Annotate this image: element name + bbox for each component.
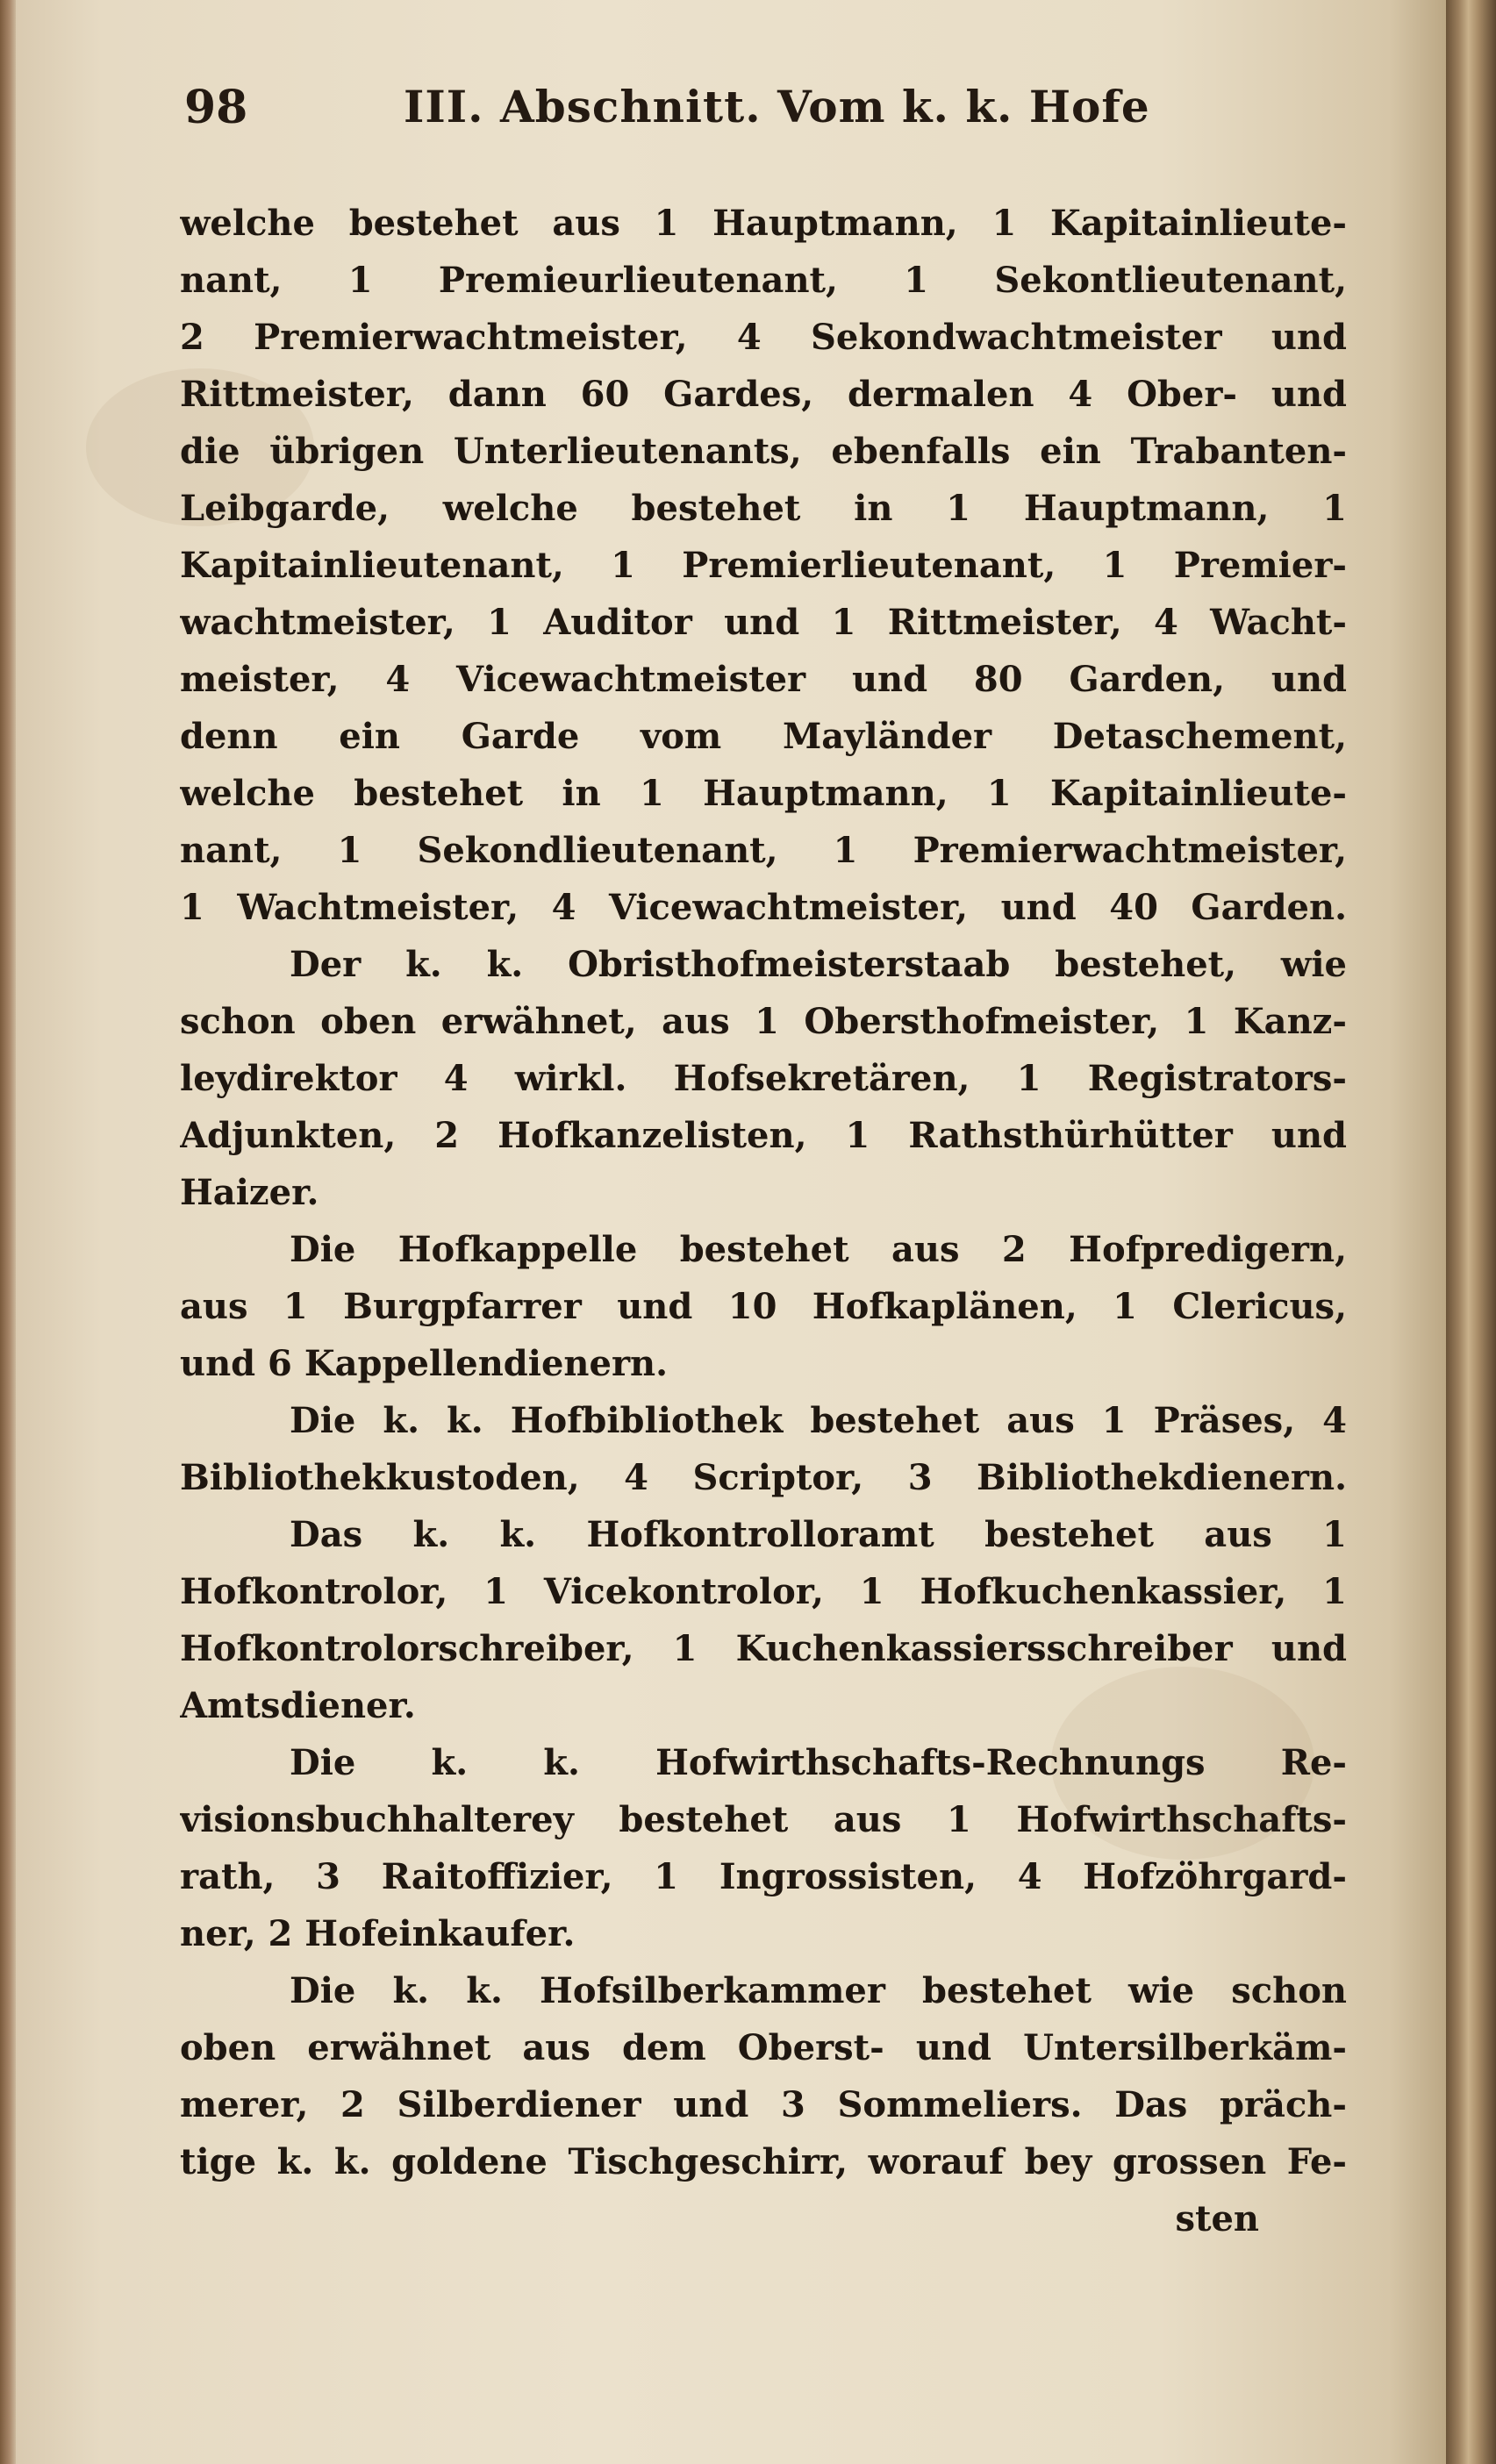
body-text <box>180 195 1347 2247</box>
text-line: Die k. k. Hofwirthschafts-Rechnungs Re- <box>290 1742 1347 1783</box>
text-line: ner, 2 Hofeinkaufer. <box>180 1913 576 1954</box>
text-line: visionsbuchhalterey bestehet aus 1 Hofwirthschafts- <box>180 1799 1347 1840</box>
text-line: 1 Wachtmeister, 4 Vicewachtmeister, und 40 Garden. <box>180 887 1347 928</box>
catchword: sten <box>1175 2198 1259 2239</box>
text-line: Das k. k. Hofkontrolloramt bestehet aus 1 <box>290 1514 1347 1555</box>
text-line: Die k. k. Hofsilberkammer bestehet wie schon <box>290 1970 1347 2011</box>
page-number: 98 <box>184 81 248 134</box>
text-line: Die Hofkappelle bestehet aus 2 Hofpredigern, <box>290 1229 1347 1270</box>
text-line: aus 1 Burgpfarrer und 10 Hofkaplänen, 1 Clericus, <box>180 1286 1347 1327</box>
book-spine-edge <box>0 0 16 2464</box>
text-line: Haizer. <box>180 1172 319 1213</box>
text-line: denn ein Garde vom Mayländer Detaschement, <box>180 716 1347 757</box>
text-line: Adjunkten, 2 Hofkanzelisten, 1 Rathsthürhütter und <box>180 1115 1347 1156</box>
text-line: Leibgarde, welche bestehet in 1 Hauptmann, 1 <box>180 488 1347 529</box>
running-head: III. Abschnitt. Vom k. k. Hofe <box>404 81 1150 132</box>
text-line: oben erwähnet aus dem Oberst- und Untersilberkäm- <box>180 2027 1347 2068</box>
text-line: merer, 2 Silberdiener und 3 Sommeliers. Das präch- <box>180 2084 1347 2125</box>
text-line: und 6 Kappellendienern. <box>180 1343 669 1384</box>
text-line: rath, 3 Raitoffizier, 1 Ingrossisten, 4 Hofzöhrgard- <box>180 1856 1347 1897</box>
text-line: welche bestehet in 1 Hauptmann, 1 Kapitainlieute- <box>180 773 1347 814</box>
text-line: Kapitainlieutenant, 1 Premierlieutenant, 1 Premier- <box>180 545 1347 586</box>
text-line: tige k. k. goldene Tischgeschirr, worauf bey grossen Fe- <box>180 2141 1347 2182</box>
text-line: welche bestehet aus 1 Hauptmann, 1 Kapitainlieute- <box>180 203 1347 244</box>
text-line: wachtmeister, 1 Auditor und 1 Rittmeister, 4 Wacht- <box>180 602 1347 643</box>
text-line: die übrigen Unterlieutenants, ebenfalls ein Trabanten- <box>180 431 1347 472</box>
text-line: meister, 4 Vicewachtmeister und 80 Garden, und <box>180 659 1347 700</box>
text-line: nant, 1 Sekondlieutenant, 1 Premierwachtmeister, <box>180 830 1347 871</box>
text-line: Amtsdiener. <box>180 1685 416 1726</box>
text-line: Rittmeister, dann 60 Gardes, dermalen 4 Ober- und <box>180 374 1347 415</box>
page-header <box>184 81 1360 160</box>
text-line: Hofkontrolorschreiber, 1 Kuchenkassiersschreiber und <box>180 1628 1347 1669</box>
page-fore-edge <box>1446 0 1496 2464</box>
text-line: Bibliothekkustoden, 4 Scriptor, 3 Bibliothekdienern. <box>180 1457 1347 1498</box>
text-line: Hofkontrolor, 1 Vicekontrolor, 1 Hofkuchenkassier, 1 <box>180 1571 1347 1612</box>
text-line: 2 Premierwachtmeister, 4 Sekondwachtmeister und <box>180 317 1347 358</box>
text-line: schon oben erwähnet, aus 1 Obersthofmeister, 1 Kanz- <box>180 1001 1347 1042</box>
text-line: Die k. k. Hofbibliothek bestehet aus 1 Präses, 4 <box>290 1400 1347 1441</box>
text-line: leydirektor 4 wirkl. Hofsekretären, 1 Registrators- <box>180 1058 1347 1099</box>
text-line: nant, 1 Premieurlieutenant, 1 Sekontlieutenant, <box>180 260 1347 301</box>
text-line: Der k. k. Obristhofmeisterstaab bestehet, wie <box>290 944 1347 985</box>
